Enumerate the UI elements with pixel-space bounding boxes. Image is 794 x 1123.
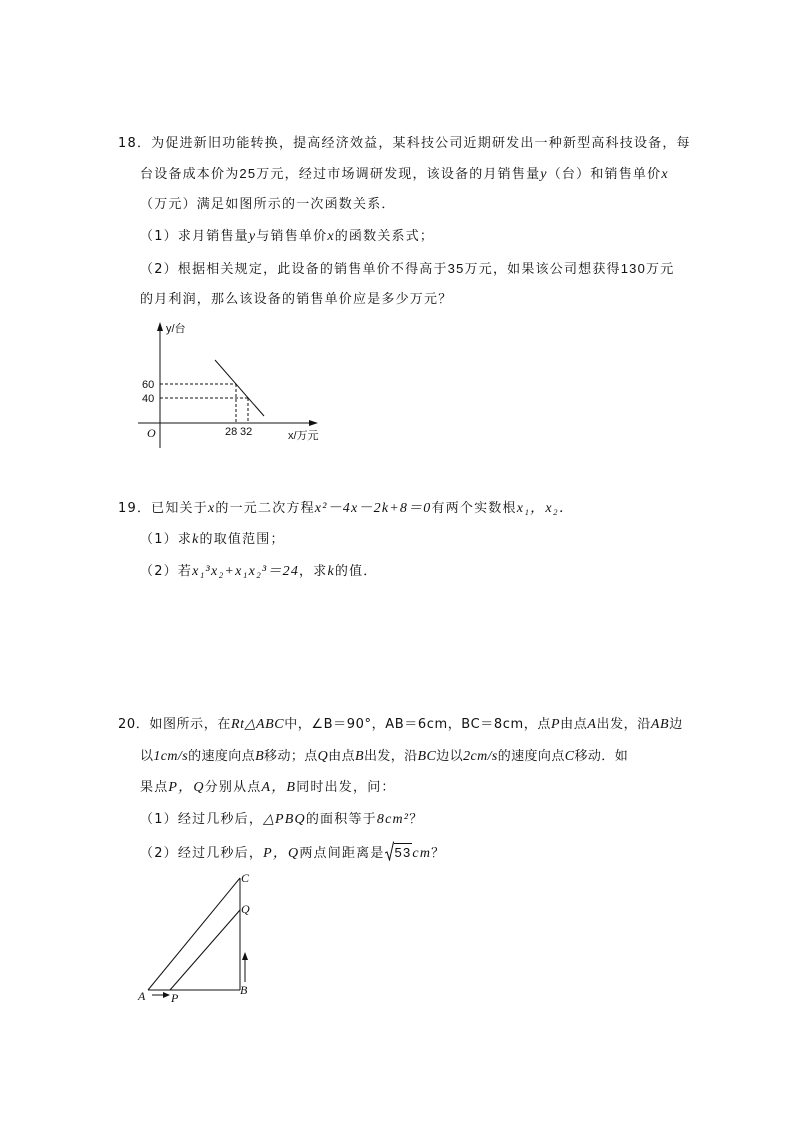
q18-part1: （1）求月销售量y与销售单价x的函数关系式； — [140, 229, 435, 244]
label-C: C — [241, 871, 250, 885]
function-line — [215, 360, 264, 416]
y-tick-60: 60 — [142, 379, 155, 391]
q18-part2: （2）根据相关规定，此设备的销售单价不得高于35万元，如果该公司想获得130万元 — [140, 261, 675, 277]
q18-number: 18． — [118, 136, 152, 151]
q18-function-graph — [130, 318, 340, 453]
q20-line1: 20．如图所示，在Rt△ABC中，∠B＝90°，AB＝6cm，BC＝8cm，点P由点A出发，沿AB边 — [118, 717, 683, 732]
x-axis-label: x/万元 — [288, 430, 319, 442]
segment-AC — [148, 878, 240, 990]
q18-line3: （万元）满足如图所示的一次函数关系． — [140, 197, 396, 212]
y-tick-40: 40 — [142, 393, 155, 405]
arrow-up-icon — [242, 952, 248, 960]
q19-part2: （2）若x₁³x₂+x₁x₂³＝24，求k的值． — [140, 564, 378, 579]
sqrt-expression: 53 — [385, 843, 413, 863]
q19-line1: 19．已知关于x的一元二次方程x²－4x－2k+8＝0有两个实数根x₁，x₂． — [118, 501, 575, 516]
q19-part2-equation: x₁³x₂+x₁x₂³＝24 — [192, 564, 300, 579]
q18-line2: 台设备成本价为25万元，经过市场调研发现，该设备的月销售量y（台）和销售单价x — [140, 166, 669, 182]
q18-line1: 18．为促进新旧功能转换，提高经济效益，某科技公司近期研发出一种新型高科技设备，每 — [118, 136, 691, 151]
x-tick-28: 28 — [225, 426, 238, 438]
q20-part1: （1）经过几秒后，△PBQ的面积等于8cm²？ — [140, 812, 424, 827]
arrow-right-icon — [163, 992, 170, 998]
q19-roots: x₁，x₂． — [516, 501, 575, 516]
origin-label: O — [147, 426, 156, 440]
q18-part2-line2: 的月利润，那么该设备的销售单价应是多少万元？ — [140, 292, 453, 307]
q20-number: 20． — [118, 717, 150, 732]
y-axis-label: y/台 — [166, 323, 186, 335]
x-tick-32: 32 — [240, 426, 253, 438]
radical-sign-icon — [385, 841, 394, 861]
y-axis-arrow — [157, 322, 163, 331]
q20-line3: 果点P，Q分别从点A，B同时出发，问： — [140, 780, 396, 795]
label-P: P — [171, 991, 179, 1005]
q19-part1: （1）求k的取值范围； — [140, 532, 285, 547]
q19-equation: x²－4x－2k+8＝0 — [314, 501, 432, 516]
q20-part2: （2）经过几秒后，P，Q两点间距离是 53cm？ — [140, 843, 445, 863]
q20-line2: 以1cm/s的速度向点B移动；点Q由点B出发，沿BC边以2cm/s的速度向点C移动．如 — [140, 749, 629, 764]
label-Q: Q — [241, 902, 250, 916]
q19-number: 19． — [118, 501, 152, 516]
x-axis-arrow — [309, 420, 318, 426]
label-B: B — [240, 983, 248, 997]
label-A: A — [138, 989, 146, 1003]
q20-triangle-figure — [130, 866, 270, 1006]
